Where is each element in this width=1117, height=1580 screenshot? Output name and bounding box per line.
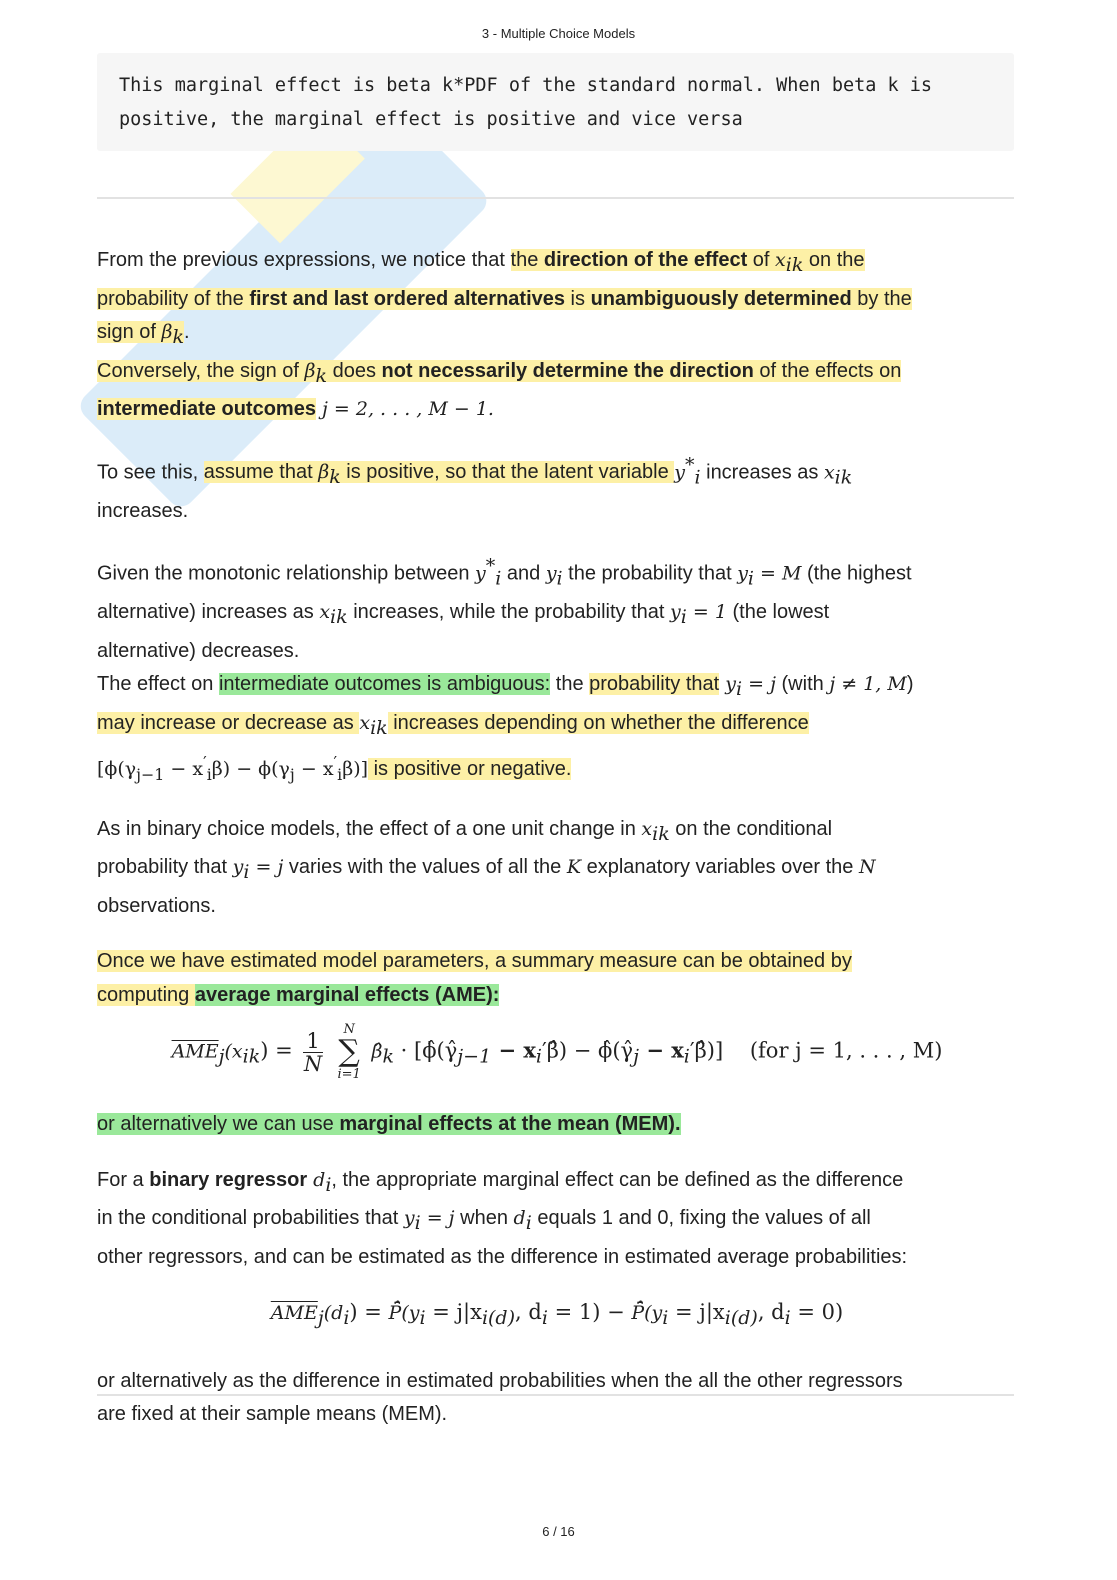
divider-top [97,197,1014,199]
highlight: Conversely, the sign of $\beta_k$ does not necessarily determine the direction of the effects on [97,359,902,387]
paragraph-mem [97,1108,1017,1142]
paragraph-binary-regressor: For a binary regressor $d_i$, the appropriate marginal effect can be defined as the difference in the conditional probabilities that $y_i = j$ when $d_i$ equals 1 and 0, fixing the values of all other regressors, and can be estimated as the difference in estimated average probabilities: [97,1168,908,1268]
paragraph-assume: To see this, assume that $\beta_k$ is positive, so that the latent variable $y^*_i$ increases as $x_{ik}$ increases. [97,453,853,522]
highlight: the direction of the effect of $x_{ik}$ on the [510,249,865,276]
paragraph-conversely: Conversely, the sign of $\beta_k$ does not necessarily determine the direction of the effects on intermediate outcomes j = 2, . . . , M − 1. [97,359,902,420]
code-line-2: positive, the marginal effect is positive and vice versa [119,109,743,130]
difference-expression: $[\phi(\gamma_{j-1} - x'_i\beta) - \phi(\gamma_j - x'_i\beta)]$ [97,752,369,784]
page-number: 6 / 16 [542,1524,575,1539]
fraction-1-over-n: $\frac{1}{N}$ [303,1028,323,1076]
paragraph-direction: From the previous expressions, we notice that the direction of the effect of $x_{ik}$ on the probability of the first and last ordered alternatives is unambiguously determined by the sign of $\beta_k$. [97,249,912,348]
highlight: assume that $\beta_k$ is positive, so that the latent variable [203,461,675,489]
equation-ame-binary: $\overline{AME}_j(d_i)$ = $P̄̂(y_i = j|x_{i(d)}$, $d_i = 1$) − $P̄̂(y_i = j|x_{i(d)}$, $d_i = 0$) [270,1300,844,1330]
highlight: sign of $\beta_k$ [97,321,184,348]
code-line-1: This marginal effect is beta k*PDF of the standard normal. When beta k is [119,75,933,96]
paragraph-ambiguous: The effect on intermediate outcomes is ambiguous: the probability that $y_i = j$ (with j ≠ 1, M) may increase or decrease as $x_{ik}$ increases depending on whether the difference $[\phi(\gamma_{j-1} - x'_i\beta) - \phi(\gamma_j - x'_i\beta)]$ is positive or negative. [97,673,914,784]
divider-bottom [97,1394,1014,1396]
paragraph-monotonic: Given the monotonic relationship between $y^*_i$ and $y_i$ the probability that $y_i = M$ (the highest alternative) increases as $x_{ik}$ increases, while the probability that $y_i = 1$ (the lowest alternative) decreases. [97,555,912,662]
paragraph-sample-means: or alternatively as the difference in estimated probabilities when the all the other regressors are fixed at their sample means (MEM). [97,1369,903,1426]
paragraph-ame: Once we have estimated model parameters, a summary measure can be obtained by computing average marginal effects (AME): [97,950,852,1006]
paragraph-binary-choice: As in binary choice models, the effect of a one unit change in $x_{ik}$ on the conditional probability that $y_i = j$ varies with the values of all the K explanatory variables over the N observations. [97,817,876,917]
highlight: probability of the first and last ordered alternatives is unambiguously determined by the [97,287,912,310]
equation-ame: $\overline{AME}_j(x_{ik})$ = $\frac{1}{N}$ N ∑ i=1 $\betâ_k$ · [$\phî(\gammâ_{j-1}$ − $x_i'\betâ$) − $\phî(\gammâ_j$ − $x_i'\betâ$)] (for j = 1, . . . , M) [171,1022,943,1083]
running-header: 3 - Multiple Choice Models [481,26,636,41]
main-content [97,244,1017,1454]
highlight-green: or alternatively we can use marginal effects at the mean (MEM). [97,1113,681,1136]
code-block [97,53,1014,151]
summation-symbol: N ∑ i=1 [337,1022,361,1083]
